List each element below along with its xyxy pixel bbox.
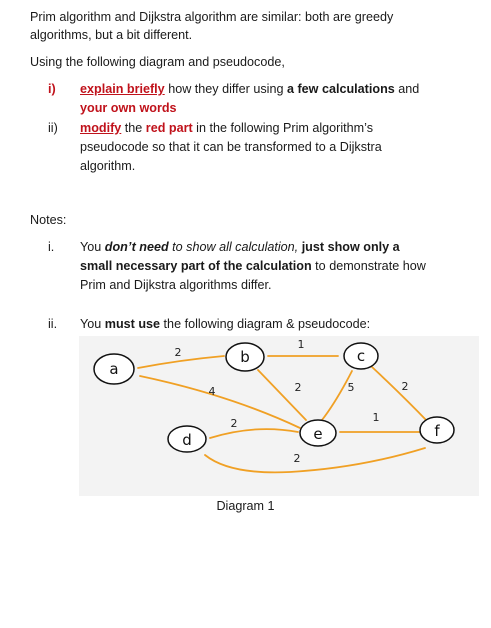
notes-heading: Notes:	[30, 213, 67, 227]
note-1-t4: just show only a	[301, 240, 400, 254]
edge-d-e	[210, 429, 298, 438]
edge-c-f	[372, 367, 428, 422]
edge-d-f	[205, 448, 425, 472]
note-2-t3: the following diagram & pseudocode:	[160, 317, 371, 331]
node-c-label: c	[356, 347, 366, 365]
diagram-caption: Diagram 1	[216, 499, 275, 513]
note-1-t2: don’t need	[104, 240, 169, 254]
weight-b-c: 1	[297, 338, 305, 351]
intro-line-2: algorithms, but a bit different.	[30, 28, 193, 42]
note-1-t1: You	[80, 240, 105, 254]
task-ii-line-2: pseudocode so that it can be transformed to a Dijkstra	[80, 140, 382, 154]
note-1-line-3: Prim and Dijkstra algorithms differ.	[80, 278, 272, 292]
weight-b-e: 2	[294, 381, 302, 394]
intro-line-1: Prim algorithm and Dijkstra algorithm are similar: both are greedy	[30, 10, 394, 24]
node-e-label: e	[313, 425, 323, 443]
node-f-label: f	[434, 422, 440, 440]
task-i-explain: explain briefly	[80, 82, 165, 96]
node-a-label: a	[109, 360, 119, 378]
node-d-label: d	[182, 431, 192, 449]
edge-c-e	[322, 371, 352, 420]
task-i-bold: a few calculations	[286, 82, 395, 96]
weight-a-e: 4	[208, 385, 216, 398]
intro-line-3: Using the following diagram and pseudocode,	[30, 55, 285, 69]
task-ii-text-1: the	[121, 121, 146, 135]
task-ii-red-part: red part	[145, 121, 193, 135]
note-1-line-2a: small necessary part of the calculation	[80, 259, 312, 273]
edge-a-e	[140, 376, 300, 428]
weight-a-b: 2	[174, 346, 182, 359]
note-2-t1: You	[80, 317, 105, 331]
weight-c-f: 2	[401, 380, 409, 393]
weight-d-e: 2	[230, 417, 238, 430]
task-i-number: i)	[48, 82, 56, 96]
task-ii-number: ii)	[48, 121, 58, 135]
task-ii-line-3: algorithm.	[80, 159, 136, 173]
note-1-t3: to show all calculation,	[168, 240, 302, 254]
note-1-number: i.	[48, 240, 55, 254]
task-i-line-2: your own words	[80, 101, 177, 115]
weight-c-e: 5	[347, 381, 355, 394]
task-i-text-1: how they differ using	[164, 82, 287, 96]
note-2-t2: must use	[104, 317, 161, 331]
task-i-text-2: and	[394, 82, 420, 96]
weight-e-f: 1	[372, 411, 380, 424]
note-1-line-2b: to demonstrate how	[311, 259, 426, 273]
task-ii-text-2: in the following Prim algorithm’s	[192, 121, 374, 135]
task-ii-modify: modify	[80, 121, 122, 135]
node-b-label: b	[240, 348, 250, 366]
weight-d-f: 2	[293, 452, 301, 465]
note-2-number: ii.	[48, 317, 58, 331]
